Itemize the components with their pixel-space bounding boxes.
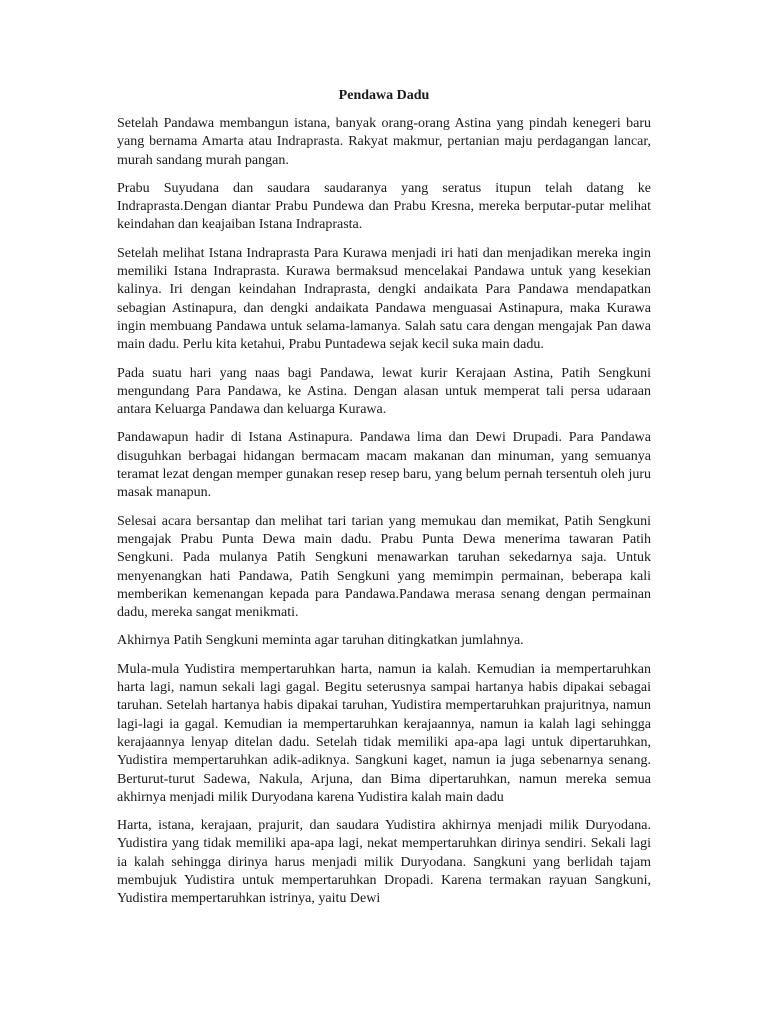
paragraph-8: Mula-mula Yudistira mempertaruhkan harta, namun ia kalah. Kemudian ia mempertaruhkan harta lagi, namun sekali lagi gagal. Begitu seterusnya sampai hartanya habis dipakai sebagai taruhan. Setelah hartanya habis dipakai taruhan, Yudistira mempertaruhkan prajuritnya, namun lagi-lagi ia gagal. Kemudian ia mempertaruhkan kerajaannya, namun ia kalah lagi sehingga kerajaannya lenyap ditelan dadu. Setelah tidak memiliki apa-apa lagi untuk dipertaruhkan, Yudistira mempertaruhkan adik-adiknya. Sangkuni kaget, namun ia juga sebenarnya senang. Berturut-turut Sadewa, Nakula, Arjuna, dan Bima dipertaruhkan, namun mereka semua akhirnya menjadi milik Duryodana karena Yudistira kalah main dadu: [117, 661, 651, 805]
paragraph-9: Harta, istana, kerajaan, prajurit, dan saudara Yudistira akhirnya menjadi milik Duryodana. Yudistira yang tidak memiliki apa-apa lagi, nekat mempertaruhkan dirinya sendiri. Sekali lagi ia kalah sehingga dirinya harus menjadi milik Duryodana. Sangkuni yang berlidah tajam membujuk Yudistira untuk mempertaruhkan Dropadi. Karena termakan rayuan Sangkuni, Yudistira mempertaruhkan istrinya, yaitu Dewi: [117, 818, 651, 907]
document-page: [117, 86, 651, 919]
page-title: Pendawa Dadu: [338, 88, 430, 103]
paragraph-1: Setelah Pandawa membangun istana, banyak orang-orang Astina yang pindah kenegeri baru yang bernama Amarta atau Indraprasta. Rakyat makmur, pertanian maju perdagangan lancar, murah sandang murah pangan.: [117, 116, 651, 168]
paragraph-2: Prabu Suyudana dan saudara saudaranya yang seratus itupun telah datang ke Indraprasta.Dengan diantar Prabu Pundewa dan Prabu Kresna, mereka berputar-putar melihat keindahan dan keajaiban Istana Indraprasta.: [117, 180, 651, 233]
paragraph-5: Pandawapun hadir di Istana Astinapura. Pandawa lima dan Dewi Drupadi. Para Pandawa disuguhkan berbagai hidangan bermacam macam makanan dan minuman, yang semuanya teramat lezat dengan memper gunakan resep resep baru, yang belum pernah tersentuh oleh juru masak manapun.: [117, 430, 651, 501]
paragraph-7: Akhirnya Patih Sengkuni meminta agar taruhan ditingkatkan jumlahnya.: [117, 633, 524, 649]
paragraph-6: Selesai acara bersantap dan melihat tari tarian yang memukau dan memikat, Patih Sengkuni mengajak Prabu Punta Dewa main dadu. Prabu Punta Dewa menerima tawaran Patih Sengkuni. Pada mulanya Patih Sengkuni menawarkan taruhan sekedarnya saja. Untuk menyenangkan hati Pandawa, Patih Sengkuni yang memimpin permainan, beberapa kali memberikan kemenangan kepada para Pandawa.Pandawa merasa senang dengan permainan dadu, mereka sangat menikmati.: [117, 513, 651, 621]
paragraph-3: Setelah melihat Istana Indraprasta Para Kurawa menjadi iri hati dan menjadikan mereka ingin memiliki Istana Indraprasta. Kurawa bermaksud mencelakai Pandawa untuk yang kesekian kalinya. Iri dengan keindahan Indraprasta, dengki andaikata Para Pandawa mendapatkan sebagian Astinapura, dan dengki andaikata Pandawa menguasai Astinapura, maka Kurawa ingin membuang Pandawa untuk selama-lamanya. Salah satu cara dengan mengajak Pan dawa main dadu. Perlu kita ketahui, Prabu Puntadewa sejak kecil suka main dadu.: [117, 245, 651, 353]
paragraph-4: Pada suatu hari yang naas bagi Pandawa, lewat kurir Kerajaan Astina, Patih Sengkuni mengundang Para Pandawa, ke Astina. Dengan alasan untuk memperat tali persa udaraan antara Keluarga Pandawa dan keluarga Kurawa.: [117, 365, 651, 418]
